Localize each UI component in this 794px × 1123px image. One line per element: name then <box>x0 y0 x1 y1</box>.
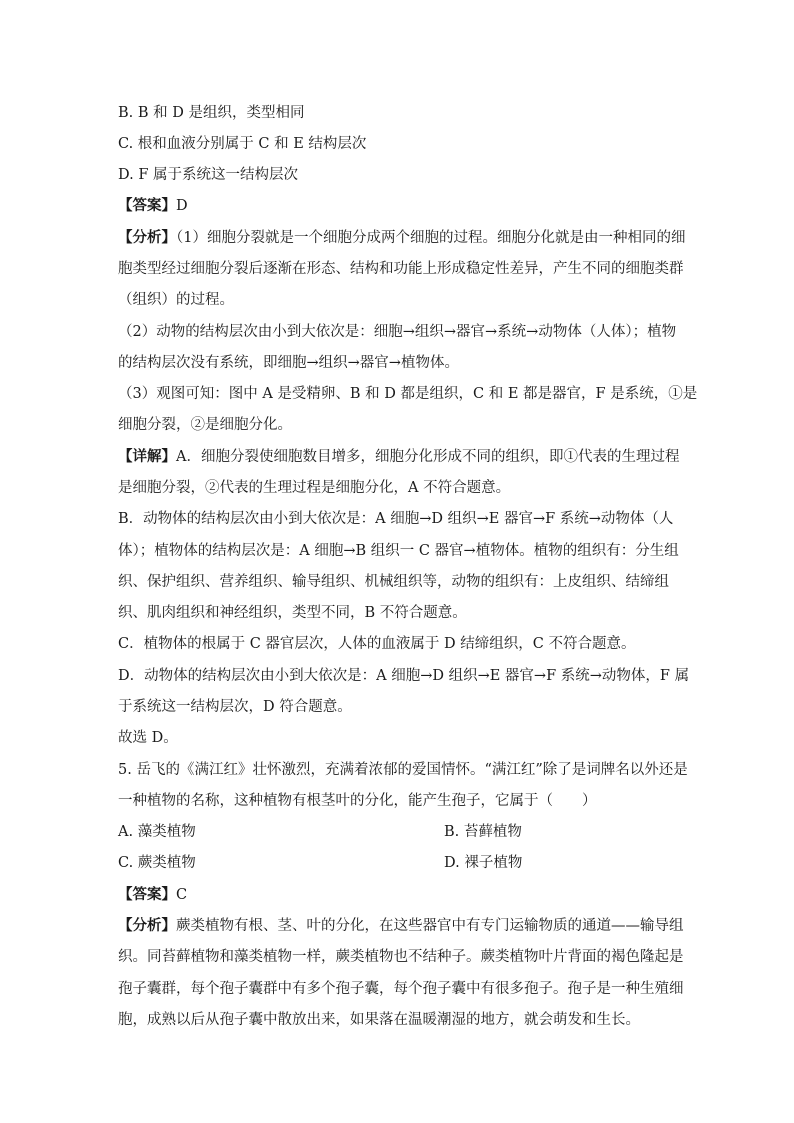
q4-detail-line: 是细胞分裂，②代表的生理过程是细胞分化，A 不符合题意。 <box>118 480 511 496</box>
q4-option-c: C. 根和血液分别属于 C 和 E 结构层次 <box>118 136 367 152</box>
detail-tag: 【详解】 <box>118 448 176 465</box>
q5-analysis-line: 胞，成熟以后从孢子囊中散放出来，如果落在温暖潮湿的地方，就会萌发和生长。 <box>118 1012 640 1028</box>
q5-option-b: B. 苔藓植物 <box>444 824 522 840</box>
answer-value: D <box>176 198 188 214</box>
q4-option-d: D. F 属于系统这一结构层次 <box>118 167 298 183</box>
q4-analysis-line: （2）动物的结构层次由小到大依次是：细胞→组织→器官→系统→动物体（人体）；植物 <box>118 324 677 340</box>
q4-option-b: B. B 和 D 是组织，类型相同 <box>118 105 305 121</box>
analysis-text: 蕨类植物有根、茎、叶的分化，在这些器官中有专门运输物质的通道——输导组 <box>176 918 684 934</box>
q5-stem-line: 5. 岳飞的《满江红》壮怀激烈，充满着浓郁的爱国情怀。“满江红”除了是词牌名以外还是 <box>118 762 688 778</box>
q4-detail-line: D．动物体的结构层次由小到大依次是：A 细胞→D 组织→E 器官→F 系统→动物体，F 属 <box>118 668 690 684</box>
answer-tag: 【答案】 <box>118 886 176 903</box>
analysis-text: （1）细胞分裂就是一个细胞分成两个细胞的过程。细胞分化就是由一种相同的细 <box>176 230 686 246</box>
q4-detail-line: B．动物体的结构层次由小到大依次是：A 细胞→D 组织→E 器官→F 系统→动物体（人 <box>118 511 674 527</box>
q5-analysis-line: 孢子囊群，每个孢子囊群中有多个孢子囊，每个孢子囊中有很多孢子。孢子是一种生殖细 <box>118 981 684 997</box>
q4-detail-line: 体）；植物体的结构层次是：A 细胞→B 组织一 C 器官→植物体。植物的组织有：分生组 <box>118 543 679 559</box>
q4-answer <box>118 196 688 218</box>
q4-analysis-line: 细胞分裂，②是细胞分化。 <box>118 417 292 433</box>
q4-detail-line <box>118 447 688 469</box>
q4-conclusion: 故选 D。 <box>118 730 178 746</box>
detail-text: A．细胞分裂使细胞数目增多，细胞分化形成不同的组织，即①代表的生理过程 <box>176 449 680 465</box>
q5-answer <box>118 885 688 907</box>
answer-tag: 【答案】 <box>118 197 176 214</box>
q5-analysis-line: 织。同苔藓植物和藻类植物一样，蕨类植物也不结种子。蕨类植物叶片背面的褐色隆起是 <box>118 949 684 965</box>
q4-detail-line: 织、肌肉组织和神经组织，类型不同，B 不符合题意。 <box>118 605 467 621</box>
q5-analysis-line <box>118 916 688 938</box>
q4-analysis-line: 的结构层次没有系统，即细胞→组织→器官→植物体。 <box>118 355 459 371</box>
analysis-tag: 【分析】 <box>118 229 176 246</box>
q5-option-a: A. 藻类植物 <box>118 824 196 840</box>
answer-value: C <box>176 887 188 903</box>
q4-detail-line: 织、保护组织、营养组织、输导组织、机械组织等，动物的组织有：上皮组织、结缔组 <box>118 574 669 590</box>
q4-analysis-line: （3）观图可知：图中 A 是受精卵、B 和 D 都是组织，C 和 E 都是器官，F 是系统，①是 <box>118 386 698 402</box>
q4-analysis-line: 胞类型经过细胞分裂后逐渐在形态、结构和功能上形成稳定性差异，产生不同的细胞类群 <box>118 261 684 277</box>
analysis-tag: 【分析】 <box>118 917 176 934</box>
q4-analysis-line <box>118 228 688 250</box>
q5-option-d: D. 裸子植物 <box>444 855 523 871</box>
q4-detail-line: C．植物体的根属于 C 器官层次，人体的血液属于 D 结缔组织，C 不符合题意。 <box>118 636 636 652</box>
q5-option-c: C. 蕨类植物 <box>118 855 196 871</box>
q4-analysis-line: （组织）的过程。 <box>118 292 234 308</box>
q5-stem-line: 一种植物的名称，这种植物有根茎叶的分化，能产生孢子，它属于（ ） <box>118 793 597 809</box>
q4-detail-line: 于系统这一结构层次，D 符合题意。 <box>118 699 352 715</box>
